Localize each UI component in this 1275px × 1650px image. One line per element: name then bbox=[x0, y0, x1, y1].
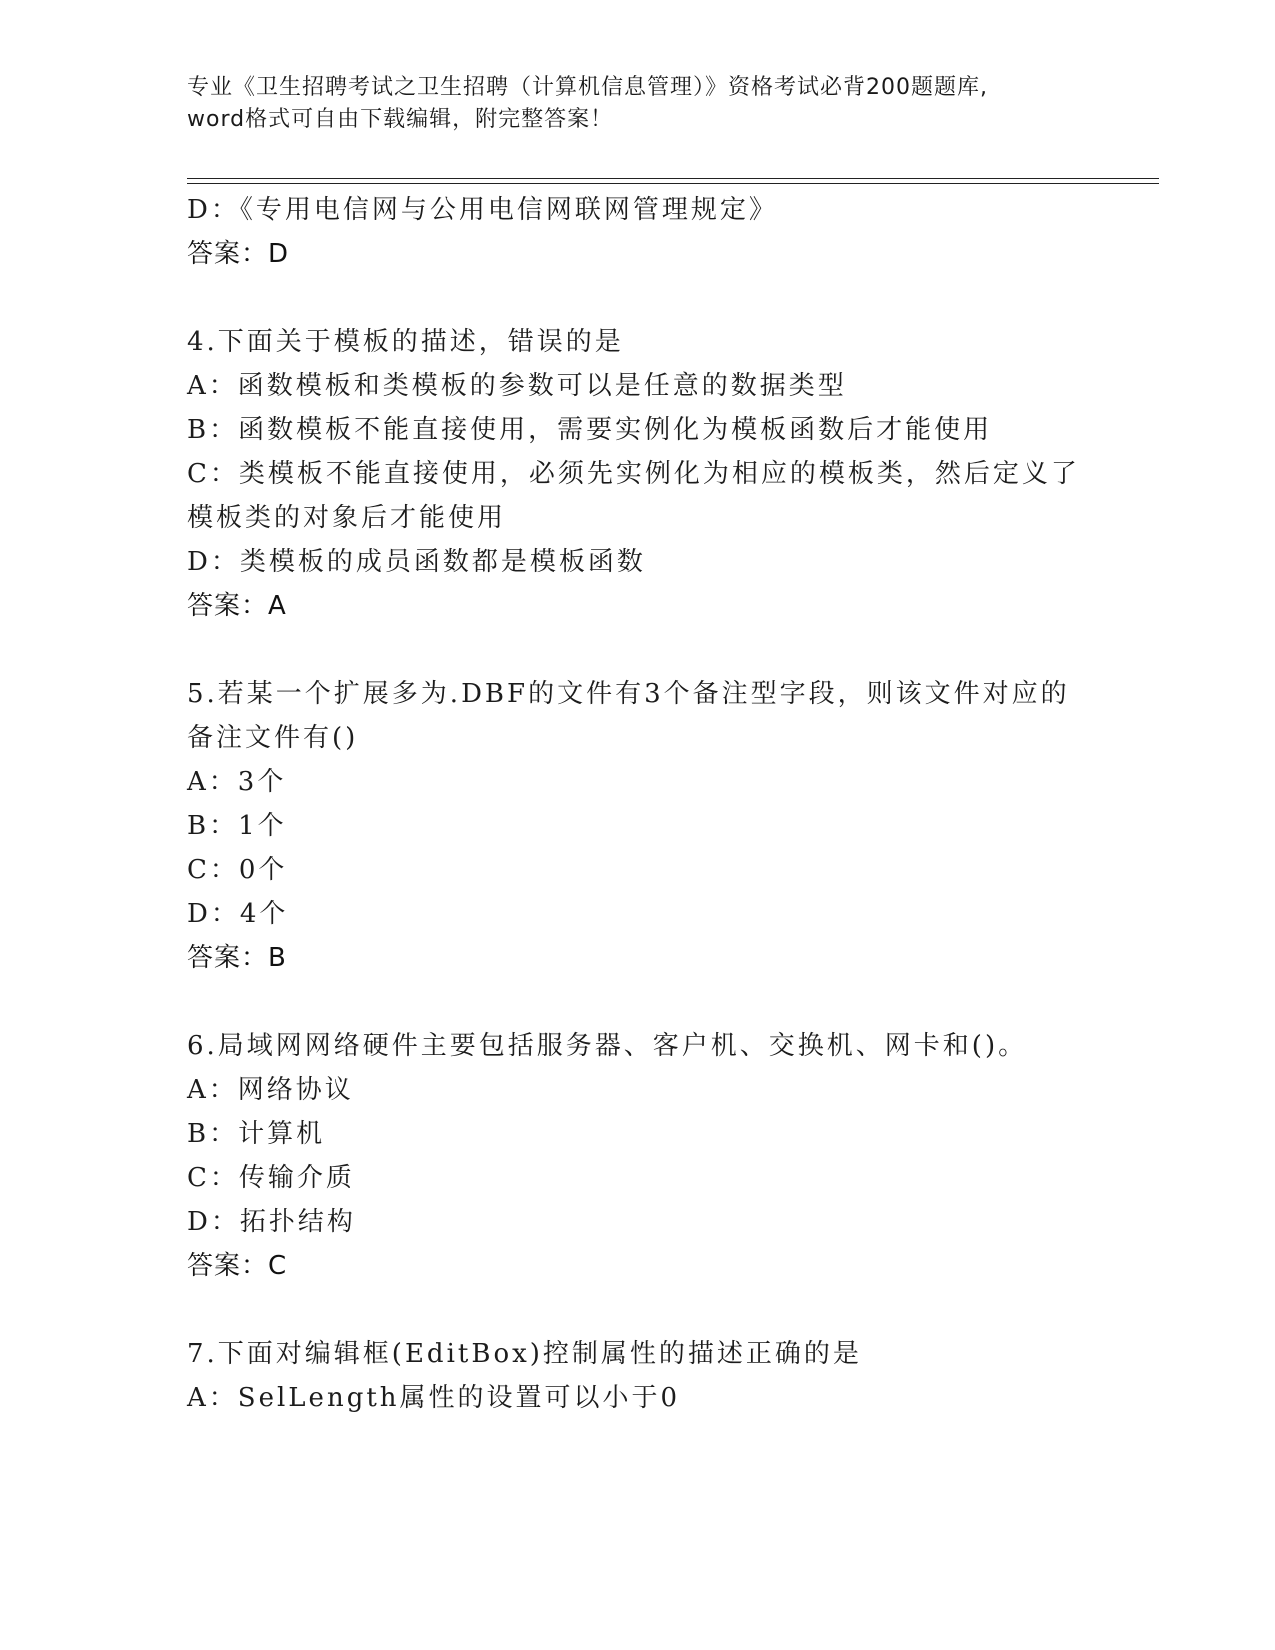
q6-option-c: C：传输介质 bbox=[187, 1163, 355, 1193]
q4-answer: 答案：A bbox=[187, 591, 287, 621]
q6-option-d: D：拓扑结构 bbox=[187, 1207, 356, 1237]
q5-option-d: D：4个 bbox=[187, 899, 289, 929]
q4-option-b: B：函数模板不能直接使用，需要实例化为模板函数后才能使用 bbox=[187, 415, 993, 445]
q4-stem: 4.下面关于模板的描述，错误的是 bbox=[187, 327, 624, 357]
q4-option-c-line-1: C：类模板不能直接使用，必须先实例化为相应的模板类，然后定义了 bbox=[187, 459, 1080, 489]
q5-stem-line-2: 备注文件有() bbox=[187, 723, 359, 753]
q5-option-a: A：3个 bbox=[187, 767, 287, 797]
q7-option-a: A：SelLength属性的设置可以小于0 bbox=[187, 1383, 681, 1413]
header-divider-top bbox=[187, 178, 1159, 179]
header-title-line-2: word格式可自由下载编辑，附完整答案！ bbox=[187, 107, 614, 132]
q6-stem: 6.局域网网络硬件主要包括服务器、客户机、交换机、网卡和()。 bbox=[187, 1031, 1028, 1061]
q6-answer: 答案：C bbox=[187, 1251, 288, 1281]
q7-stem: 7.下面对编辑框(EditBox)控制属性的描述正确的是 bbox=[187, 1339, 862, 1369]
q5-stem-line-1: 5.若某一个扩展多为.DBF的文件有3个备注型字段，则该文件对应的 bbox=[187, 679, 1070, 709]
q6-option-a: A：网络协议 bbox=[187, 1075, 354, 1105]
q4-option-a: A：函数模板和类模板的参数可以是任意的数据类型 bbox=[187, 371, 847, 401]
q5-option-b: B：1个 bbox=[187, 811, 287, 841]
q4-option-c-line-2: 模板类的对象后才能使用 bbox=[187, 503, 507, 533]
q4-option-d: D：类模板的成员函数都是模板函数 bbox=[187, 547, 646, 577]
header-divider-bottom bbox=[187, 183, 1159, 184]
header-title-line-1: 专业《卫生招聘考试之卫生招聘（计算机信息管理）》资格考试必背200题题库, bbox=[187, 75, 988, 100]
q5-answer: 答案：B bbox=[187, 943, 287, 973]
q3-option-d: D：《专用电信网与公用电信网联网管理规定》 bbox=[187, 195, 778, 225]
document-header bbox=[187, 72, 1087, 136]
q3-answer: 答案：D bbox=[187, 239, 290, 269]
q6-option-b: B：计算机 bbox=[187, 1119, 326, 1149]
q5-option-c: C：0个 bbox=[187, 855, 288, 885]
